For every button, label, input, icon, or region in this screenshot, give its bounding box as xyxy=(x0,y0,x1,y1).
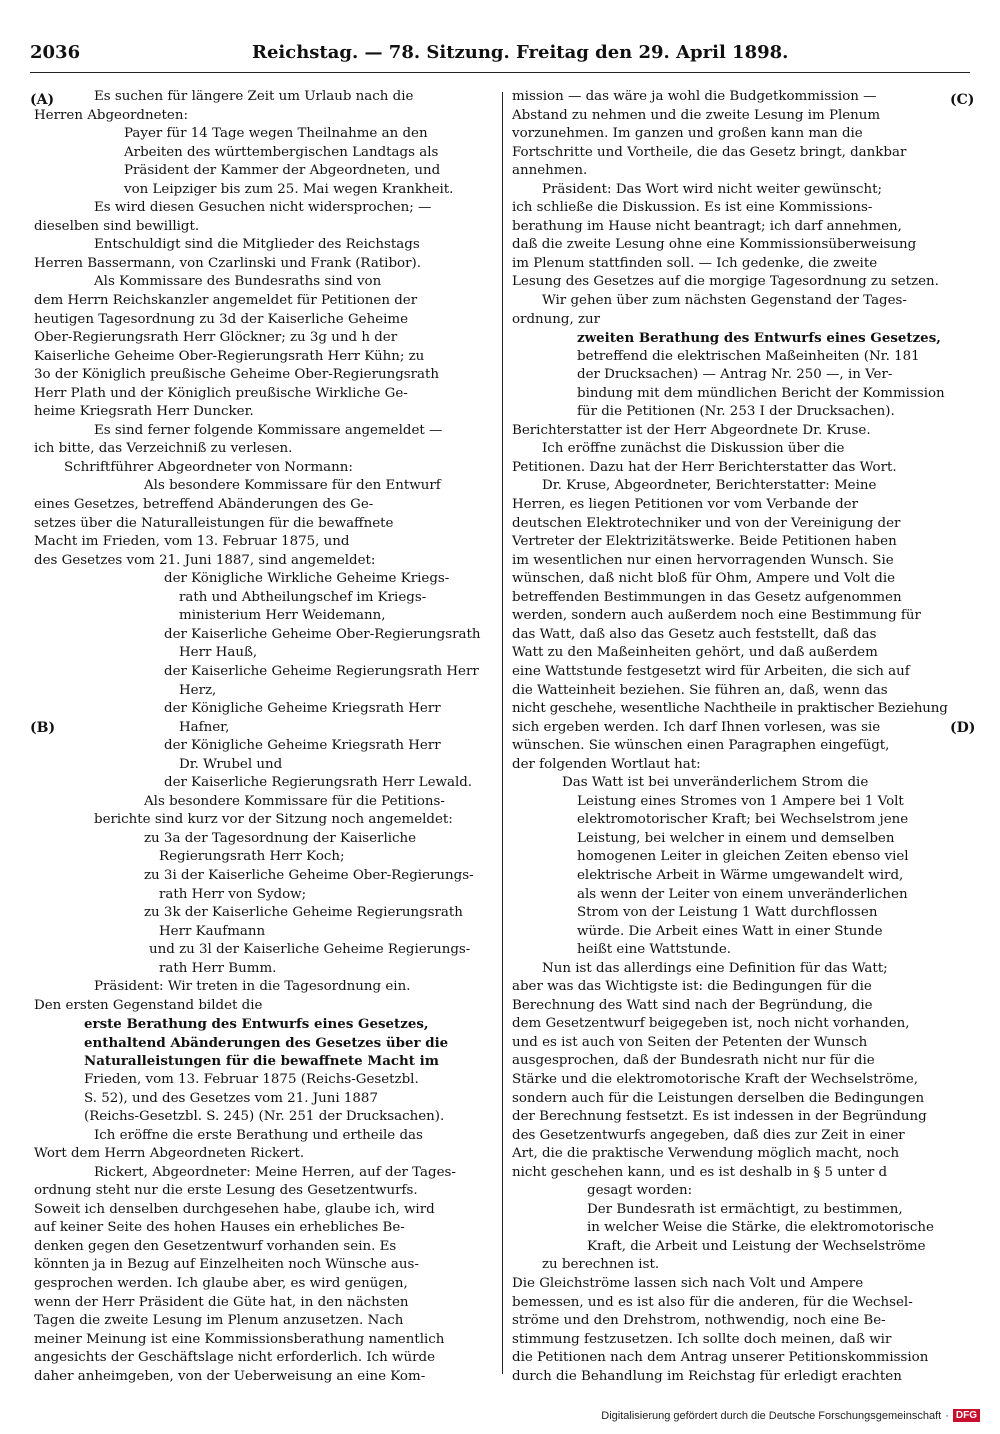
right-column-line: Das Watt ist bei unveränderlichem Strom die xyxy=(562,775,869,791)
left-column-line: Wort dem Herrn Abgeordneten Rickert. xyxy=(34,1146,305,1162)
left-column-line: der Königliche Wirkliche Geheime Kriegs- xyxy=(164,571,450,587)
margin-marker-d: (D) xyxy=(950,720,976,736)
left-column-line: Herr Plath und der Königlich preußische Wirkliche Ge- xyxy=(34,385,408,401)
running-head: Reichstag. — 78. Sitzung. Freitag den 29. April 1898. xyxy=(252,42,789,63)
right-column-line: durch die Behandlung im Reichstag für erledigt erachten xyxy=(512,1368,902,1384)
left-column-line: (Reichs-Gesetzbl. S. 245) (Nr. 251 der Drucksachen). xyxy=(84,1109,445,1125)
left-column-line: Herren Bassermann, von Czarlinski und Frank (Ratibor). xyxy=(34,255,421,271)
footer-credit: Digitalisierung gefördert durch die Deutsche Forschungsgemeinschaft xyxy=(601,1409,942,1422)
left-column-line: rath und Abtheilungschef im Kriegs- xyxy=(179,589,427,605)
left-column-line: Es sind ferner folgende Kommissare angemeldet — xyxy=(94,422,443,438)
left-column-line: Rickert, Abgeordneter: Meine Herren, auf der Tages- xyxy=(94,1164,456,1180)
right-column-line: Art, die die praktische Verwendung möglich macht, noch xyxy=(512,1146,900,1162)
right-column-line: deutschen Elektrotechniker und von der Vereinigung der xyxy=(512,515,901,531)
right-column-line: aber was das Wichtigste ist: die Bedingungen für die xyxy=(512,979,872,995)
left-column-line: Herren Abgeordneten: xyxy=(34,107,188,123)
left-column-line: meiner Meinung ist eine Kommissionsberathung namentlich xyxy=(34,1331,445,1347)
left-column-line: ministerium Herr Weidemann, xyxy=(179,608,386,624)
right-column-line: Stärke und die elektromotorische Kraft der Wechselströme, xyxy=(512,1071,919,1087)
right-column-line: in welcher Weise die Stärke, die elektromotorische xyxy=(587,1220,934,1236)
left-column-line: Präsident: Wir treten in die Tagesordnung ein. xyxy=(94,979,411,995)
left-column xyxy=(34,88,492,1386)
right-column-line: bindung mit dem mündlichen Bericht der Kommission xyxy=(577,385,945,401)
left-column-line: S. 52), und des Gesetzes vom 21. Juni 1887 xyxy=(84,1090,378,1106)
right-column-line: Die Gleichströme lassen sich nach Volt und Ampere xyxy=(512,1276,864,1291)
left-column-line: zu 3a der Tagesordnung der Kaiserliche xyxy=(144,830,417,846)
left-column-line: Dr. Wrubel und xyxy=(179,756,283,772)
right-column-line: der folgenden Wortlaut hat: xyxy=(512,756,701,772)
right-column-line: Nun ist das allerdings eine Definition für das Watt; xyxy=(542,960,888,976)
column-divider xyxy=(502,92,503,1374)
right-column-line: gesagt worden: xyxy=(587,1183,693,1199)
left-column-line: angesichts der Geschäftslage nicht erforderlich. Ich würde xyxy=(34,1350,436,1366)
left-column-line: ordnung steht nur die erste Lesung des Gesetzentwurfs. xyxy=(34,1183,418,1199)
left-column-line: Soweit ich denselben durchgesehen habe, glaube ich, wird xyxy=(34,1201,435,1217)
right-column-line: betreffend die elektrischen Maßeinheiten (Nr. 181 xyxy=(577,348,920,364)
left-column-line: rath Herr von Sydow; xyxy=(159,886,307,902)
left-column-line: Es suchen für längere Zeit um Urlaub nach die xyxy=(94,89,414,104)
left-column-line: Macht im Frieden, vom 13. Februar 1875, und xyxy=(34,534,350,550)
right-column-line: Fortschritte und Vortheile, die das Gesetz bringt, dankbar xyxy=(512,144,907,160)
right-column-line: ströme und den Drehstrom, nothwendig, noch eine Be- xyxy=(512,1313,886,1329)
left-column-line: Ober-Regierungsrath Herr Glöckner; zu 3g und h der xyxy=(34,330,398,346)
right-column-line: Wir gehen über zum nächsten Gegenstand der Tages- xyxy=(542,293,907,309)
right-column-line: Watt zu den Maßeinheiten gehört, und daß außerdem xyxy=(512,645,878,661)
right-column-line: elektromotorischer Kraft; bei Wechselstrom jene xyxy=(577,812,909,828)
right-column-line: Herren, es liegen Petitionen vor vom Verbande der xyxy=(512,497,858,513)
right-column-line: Präsident: Das Wort wird nicht weiter gewünscht; xyxy=(542,181,882,197)
left-column-line: dieselben sind bewilligt. xyxy=(34,218,200,234)
margin-marker-c: (C) xyxy=(950,92,975,108)
right-column-line: Ich eröffne zunächst die Diskussion über die xyxy=(542,441,845,457)
right-column-line: Strom von der Leistung 1 Watt durchflossen xyxy=(577,905,878,921)
right-column-line: homogenen Leiter in gleichen Zeiten ebenso viel xyxy=(577,849,909,865)
right-column-line: zweiten Berathung des Entwurfs eines Gesetzes, xyxy=(577,330,941,347)
right-column-line: elektrische Arbeit in Wärme umgewandelt wird, xyxy=(577,867,904,883)
left-column-line: 3o der Königlich preußische Geheime Ober-Regierungsrath xyxy=(34,367,440,383)
right-column-line: Kraft, die Arbeit und Leistung der Wechselströme xyxy=(587,1238,926,1254)
left-column-line: Frieden, vom 13. Februar 1875 (Reichs-Gesetzbl. xyxy=(84,1071,419,1087)
left-column-line: zu 3i der Kaiserliche Geheime Ober-Regierungs- xyxy=(144,867,474,883)
right-column-line: der Berechnung festsetzt. Es ist indessen in der Begründung xyxy=(512,1109,927,1125)
left-column-line: daher anheimgeben, von der Ueberweisung an eine Kom- xyxy=(34,1368,426,1384)
right-column-line: bemessen, und es ist also für die anderen, für die Wechsel- xyxy=(512,1294,913,1310)
right-column-line: die Watteinheit beziehen. Sie führen an, daß, wenn das xyxy=(512,682,888,698)
left-column-line: heime Kriegsrath Herr Duncker. xyxy=(34,404,254,420)
left-column-line: Es wird diesen Gesuchen nicht widersprochen; — xyxy=(94,200,432,216)
left-column-line: rath Herr Bumm. xyxy=(159,960,277,976)
right-column-line: sondern auch für die Leistungen derselben die Bedingungen xyxy=(512,1090,925,1106)
right-column-line: das Watt, daß also das Gesetz auch feststellt, daß das xyxy=(512,626,877,642)
left-column-line: Als Kommissare des Bundesraths sind von xyxy=(94,274,382,290)
left-column-line: Als besondere Kommissare für die Petitions- xyxy=(144,793,445,809)
page-footer: Digitalisierung gefördert durch die Deutsche Forschungsgemeinschaft · DFG xyxy=(601,1409,980,1422)
left-column-line: wenn der Herr Präsident die Güte hat, in den nächsten xyxy=(34,1294,409,1310)
left-column-line: denken gegen den Gesetzentwurf vorhanden sein. Es xyxy=(34,1238,397,1254)
right-column-line: für die Petitionen (Nr. 253 I der Drucksachen). xyxy=(577,404,895,420)
right-column-line: wünschen. Sie wünschen einen Paragraphen eingefügt, xyxy=(512,738,890,754)
right-column-line: des Gesetzentwurfs angegeben, daß dies zur Zeit in einer xyxy=(512,1127,905,1143)
left-column-line: Den ersten Gegenstand bildet die xyxy=(34,997,263,1013)
right-column-line: als wenn der Leiter von einem unveränderlichen xyxy=(577,886,908,902)
right-column-line: werden, sondern auch außerdem noch eine Bestimmung für xyxy=(512,608,921,624)
left-column-line: auf keiner Seite des hohen Hauses ein erhebliches Be- xyxy=(34,1220,405,1236)
right-column-line: Dr. Kruse, Abgeordneter, Berichterstatter: Meine xyxy=(542,478,877,494)
right-column-line: ich schließe die Diskussion. Es ist eine Kommissions- xyxy=(512,200,873,216)
left-column-line: Kaiserliche Geheime Ober-Regierungsrath Herr Kühn; zu xyxy=(34,348,425,364)
right-column-line: ausgesprochen, daß der Bundesrath nicht nur für die xyxy=(512,1053,875,1069)
right-column-line: daß die zweite Lesung ohne eine Kommissionsüberweisung xyxy=(512,237,917,253)
left-column-line: Als besondere Kommissare für den Entwurf xyxy=(144,478,441,494)
right-column-line: Berechnung des Watt sind nach der Begründung, die xyxy=(512,997,873,1013)
left-column-line: Tagen die zweite Lesung im Plenum anzusetzen. Nach xyxy=(34,1313,404,1329)
left-column-line: Payer für 14 Tage wegen Theilnahme an den xyxy=(124,126,428,142)
right-column-line: annehmen. xyxy=(512,163,588,179)
left-column-line: von Leipziger bis zum 25. Mai wegen Krankheit. xyxy=(124,181,454,197)
left-column-line: Schriftführer Abgeordneter von Normann: xyxy=(64,459,353,475)
right-column-line: stimmung festzusetzen. Ich sollte doch meinen, daß wir xyxy=(512,1331,892,1347)
page-number: 2036 xyxy=(30,42,81,63)
right-column-line: eine Wattstunde festgesetzt wird für Arbeiten, die sich auf xyxy=(512,663,910,679)
left-column-line: setzes über die Naturalleistungen für die bewaffnete xyxy=(34,515,394,531)
right-column-line: zu berechnen ist. xyxy=(542,1257,660,1273)
right-column-line: Leistung eines Stromes von 1 Ampere bei 1 Volt xyxy=(577,793,904,809)
right-column-line: nicht geschehe, wesentliche Nachtheile in praktischer Beziehung xyxy=(512,701,948,717)
left-column-line: der Kaiserliche Geheime Ober-Regierungsrath xyxy=(164,626,481,642)
right-column-line: mission — das wäre ja wohl die Budgetkommission — xyxy=(512,89,877,104)
margin-marker-b: (B) xyxy=(30,720,56,736)
right-column-line: Leistung, bei welcher in einem und demselben xyxy=(577,830,895,846)
left-column-line: zu 3k der Kaiserliche Geheime Regierungsrath xyxy=(144,905,463,921)
right-column-line: der Drucksachen) — Antrag Nr. 250 —, in Ver- xyxy=(577,367,893,383)
left-column-line: und zu 3l der Kaiserliche Geheime Regierungs- xyxy=(149,942,471,958)
left-column-line: Naturalleistungen für die bewaffnete Macht im xyxy=(84,1053,439,1070)
left-column-line: könnten ja in Bezug auf Einzelheiten noch Wünsche aus- xyxy=(34,1257,419,1273)
right-column-line: nicht geschehen kann, und es ist deshalb in § 5 unter d xyxy=(512,1164,888,1180)
left-column-line: gesprochen werden. Ich glaube aber, es wird genügen, xyxy=(34,1276,408,1291)
left-column-line: Arbeiten des württembergischen Landtags als xyxy=(124,144,439,160)
right-column-line: Abstand zu nehmen und die zweite Lesung im Plenum xyxy=(512,107,881,123)
right-column-line: heißt eine Wattstunde. xyxy=(577,942,732,958)
right-column-line: sich ergeben werden. Ich darf Ihnen vorlesen, was sie xyxy=(512,719,881,735)
right-column-line: Berichterstatter ist der Herr Abgeordnete Dr. Kruse. xyxy=(512,422,871,438)
right-column xyxy=(512,88,948,1386)
page-header xyxy=(30,42,970,68)
right-column-line: wünschen, daß nicht bloß für Ohm, Ampere und Volt die xyxy=(512,571,896,587)
left-column-line: Herz, xyxy=(179,682,217,698)
left-column-line: enthaltend Abänderungen des Gesetzes über die xyxy=(84,1034,449,1051)
right-column-line: die Petitionen nach dem Antrag unserer Petitionskommission xyxy=(512,1350,929,1366)
left-column-line: der Kaiserliche Regierungsrath Herr Lewald. xyxy=(164,775,473,791)
margin-marker-a: (A) xyxy=(30,92,55,108)
right-column-line: Lesung des Gesetzes auf die morgige Tagesordnung zu setzen. xyxy=(512,274,939,290)
left-column-line: ich bitte, das Verzeichniß zu verlesen. xyxy=(34,441,293,457)
left-column-line: des Gesetzes vom 21. Juni 1887, sind angemeldet: xyxy=(34,552,376,568)
left-column-line: heutigen Tagesordnung zu 3d der Kaiserliche Geheime xyxy=(34,311,409,327)
left-column-line: der Königliche Geheime Kriegsrath Herr xyxy=(164,701,441,717)
right-column-line: Der Bundesrath ist ermächtigt, zu bestimmen, xyxy=(587,1201,903,1217)
right-column-line: vorzunehmen. Im ganzen und großen kann man die xyxy=(512,126,863,142)
left-column-line: Ich eröffne die erste Berathung und ertheile das xyxy=(94,1127,423,1143)
left-column-line: erste Berathung des Entwurfs eines Gesetzes, xyxy=(84,1016,429,1033)
right-column-line: berathung im Hause nicht beantragt; ich darf annehmen, xyxy=(512,218,902,234)
left-column-line: Hafner, xyxy=(179,719,230,735)
left-column-line: Entschuldigt sind die Mitglieder des Reichstags xyxy=(94,237,420,253)
right-column-line: Vertreter der Elektrizitätswerke. Beide Petitionen haben xyxy=(512,534,897,550)
left-column-line: der Kaiserliche Geheime Regierungsrath Herr xyxy=(164,663,479,679)
left-column-line: dem Herrn Reichskanzler angemeldet für Petitionen der xyxy=(34,293,418,309)
right-column-line: ordnung, zur xyxy=(512,311,601,327)
left-column-line: Herr Hauß, xyxy=(179,645,258,661)
left-column-line: Präsident der Kammer der Abgeordneten, und xyxy=(124,163,441,179)
dfg-logo: DFG xyxy=(953,1409,980,1422)
header-rule xyxy=(30,72,970,73)
left-column-line: eines Gesetzes, betreffend Abänderungen des Ge- xyxy=(34,497,374,513)
right-column-line: betreffenden Bestimmungen in das Gesetz aufgenommen xyxy=(512,589,902,605)
right-column-line: Petitionen. Dazu hat der Herr Berichterstatter das Wort. xyxy=(512,459,897,475)
left-column-line: berichte sind kurz vor der Sitzung noch angemeldet: xyxy=(94,812,453,828)
right-column-line: im wesentlichen nur einen hervorragenden Wunsch. Sie xyxy=(512,552,894,568)
left-column-line: der Königliche Geheime Kriegsrath Herr xyxy=(164,738,441,754)
right-column-line: dem Gesetzentwurf beigegeben ist, noch nicht vorhanden, xyxy=(512,1016,910,1032)
left-column-line: Regierungsrath Herr Koch; xyxy=(159,849,345,865)
right-column-line: würde. Die Arbeit eines Watt in einer Stunde xyxy=(577,923,883,939)
right-column-line: im Plenum stattfinden soll. — Ich gedenke, die zweite xyxy=(512,255,878,271)
right-column-line: und es ist auch von Seiten der Petenten der Wunsch xyxy=(512,1034,868,1050)
left-column-line: Herr Kaufmann xyxy=(159,923,266,939)
